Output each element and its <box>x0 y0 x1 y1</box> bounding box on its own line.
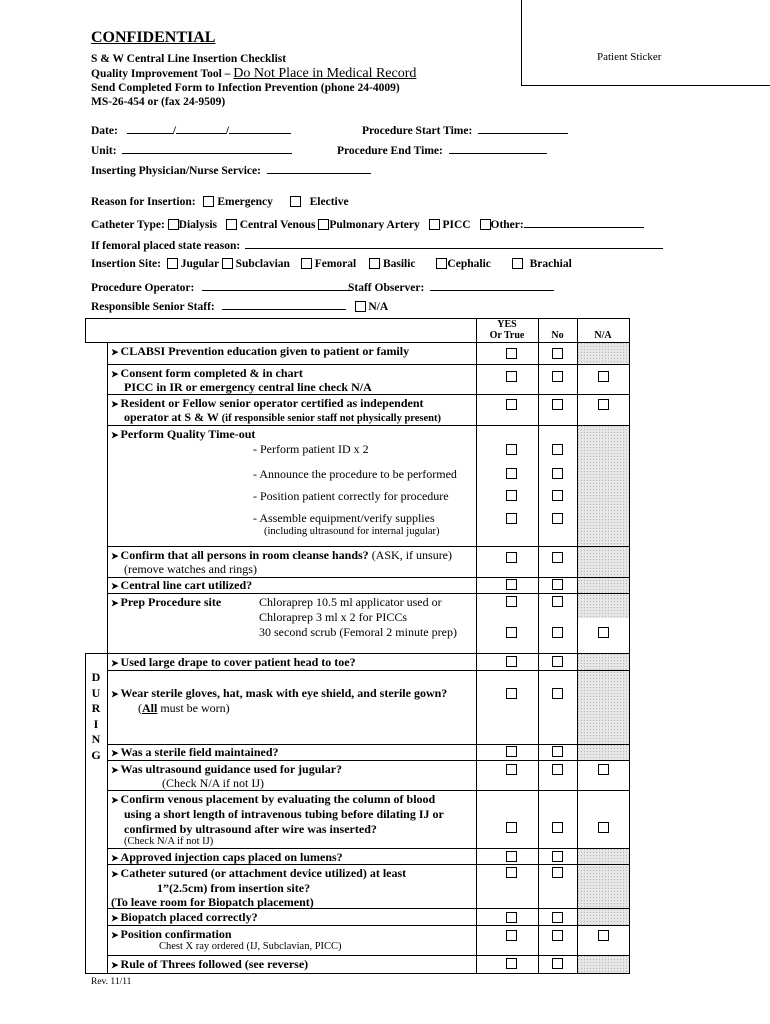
venous-no-checkbox[interactable] <box>552 822 563 833</box>
other-checkbox[interactable] <box>480 219 491 230</box>
other-label: Other: <box>490 219 524 231</box>
date-field[interactable] <box>91 122 291 137</box>
during-g: G <box>91 747 101 762</box>
prep-scrub-yes-checkbox[interactable] <box>506 627 517 638</box>
central-venous-label: Central Venous <box>239 219 316 231</box>
gloves-no-checkbox[interactable] <box>552 688 563 699</box>
reason-label: Reason for Insertion: <box>91 196 196 208</box>
na-shade-threes <box>577 955 629 973</box>
qi-tool-line <box>91 66 416 82</box>
date-sep-2: / <box>225 125 230 137</box>
row-border-8 <box>85 653 630 654</box>
arrow-icon: ➤ <box>111 369 119 379</box>
item-venous-note: (Check N/A if not IJ) <box>124 836 214 847</box>
arrow-icon: ➤ <box>111 581 119 591</box>
picc-checkbox[interactable] <box>429 219 440 230</box>
during-n: N <box>91 732 101 746</box>
row-border-7 <box>107 593 630 594</box>
row-border-5 <box>107 546 630 547</box>
arrow-icon: ➤ <box>111 765 119 775</box>
item-consent-line2: PICC in IR or emergency central line check N/A <box>124 380 372 394</box>
venous-na-checkbox[interactable] <box>598 822 609 833</box>
arrow-icon: ➤ <box>111 748 119 758</box>
consent-yes-checkbox[interactable] <box>506 371 517 382</box>
drape-no-checkbox[interactable] <box>552 656 563 667</box>
item-prep <box>111 595 221 610</box>
sticker-box-bottom-border <box>521 85 770 86</box>
position-na-checkbox[interactable] <box>598 930 609 941</box>
end-time-field[interactable] <box>337 142 547 157</box>
caps-yes-checkbox[interactable] <box>506 851 517 862</box>
end-time-label: Procedure End Time: <box>337 145 443 157</box>
confidential-heading: CONFIDENTIAL <box>91 29 216 46</box>
catheter-type-row <box>91 216 644 231</box>
item-position <box>111 927 232 942</box>
inserting-label: Inserting Physician/Nurse Service: <box>91 165 261 177</box>
item-sutured-line3: (To leave room for Biopatch placement) <box>111 895 314 909</box>
start-time-label: Procedure Start Time: <box>362 125 473 137</box>
prep-line-3: 30 second scrub (Femoral 2 minute prep) <box>259 625 457 639</box>
operator-field[interactable] <box>91 279 352 294</box>
item-sutured <box>111 866 406 881</box>
cephalic-checkbox[interactable] <box>436 258 447 269</box>
femoral-checkbox[interactable] <box>301 258 312 269</box>
item-drape <box>111 655 356 670</box>
ms-fax-line: MS-26-454 or (fax 24-9509) <box>91 96 226 108</box>
femoral-label: If femoral placed state reason: <box>91 240 241 252</box>
qi-emphasis: Do Not Place in Medical Record <box>233 66 417 81</box>
item-position-text: Position confirmation <box>120 927 232 941</box>
resident-yes-checkbox[interactable] <box>506 399 517 410</box>
ultrasound-no-checkbox[interactable] <box>552 764 563 775</box>
timeout-assemble-yes-checkbox[interactable] <box>506 513 517 524</box>
arrow-icon: ➤ <box>111 598 119 608</box>
send-form-line: Send Completed Form to Infection Prevention (phone 24-4009) <box>91 82 400 94</box>
arrow-icon: ➤ <box>111 689 119 699</box>
timeout-announce-yes-checkbox[interactable] <box>506 468 517 479</box>
item-sutured-line2: 1”(2.5cm) from insertion site? <box>157 881 311 895</box>
arrow-icon: ➤ <box>111 399 119 409</box>
operator-label: Procedure Operator: <box>91 282 195 294</box>
consent-na-checkbox[interactable] <box>598 371 609 382</box>
item-cart-text: Central line cart utilized? <box>120 578 253 592</box>
date-sep-1: / <box>172 125 176 137</box>
subclavian-label: Subclavian <box>235 258 290 270</box>
timeout-id-no-checkbox[interactable] <box>552 444 563 455</box>
item-field <box>111 745 279 760</box>
senior-na-checkbox[interactable] <box>355 301 366 312</box>
table-border-na-col <box>577 318 578 973</box>
clabsi-yes-checkbox[interactable] <box>506 348 517 359</box>
sticker-box-left-border <box>521 0 522 85</box>
na-shade-clabsi <box>577 342 629 364</box>
hands-no-checkbox[interactable] <box>552 552 563 563</box>
timeout-position-yes-checkbox[interactable] <box>506 490 517 501</box>
col-header-yes <box>476 319 538 341</box>
prep-line-1: Chloraprep 10.5 ml applicator used or <box>259 595 442 609</box>
basilic-label: Basilic <box>382 258 416 270</box>
pulmonary-artery-checkbox[interactable] <box>318 219 329 230</box>
jugular-checkbox[interactable] <box>167 258 178 269</box>
item-drape-text: Used large drape to cover patient head to toe? <box>120 655 356 669</box>
prep-line-2: Chloraprep 3 ml x 2 for PICCs <box>259 610 407 624</box>
col-yes-line2: Or True <box>489 330 525 341</box>
catheter-label: Catheter Type: <box>91 219 165 231</box>
item-sutured-text: Catheter sutured (or attachment device utilized) at least <box>120 866 407 880</box>
item-hands <box>111 548 452 563</box>
drape-yes-checkbox[interactable] <box>506 656 517 667</box>
table-top-border <box>85 318 630 319</box>
inserting-service-field[interactable] <box>91 162 371 177</box>
gloves-yes-checkbox[interactable] <box>506 688 517 699</box>
row-border-17 <box>107 955 630 956</box>
timeout-sub-4: - Assemble equipment/verify supplies <box>253 511 435 525</box>
elective-checkbox[interactable] <box>290 196 301 207</box>
item-hands-note2: (remove watches and rings) <box>124 562 257 576</box>
insertion-site-row <box>91 258 572 270</box>
cart-no-checkbox[interactable] <box>552 579 563 590</box>
item-ultrasound-note: (Check N/A if not IJ) <box>162 776 264 790</box>
arrow-icon: ➤ <box>111 869 119 879</box>
table-border-left-top <box>85 318 86 342</box>
item-caps <box>111 850 343 865</box>
subclavian-checkbox[interactable] <box>222 258 233 269</box>
elective-label: Elective <box>309 196 349 208</box>
item-resident <box>111 396 424 411</box>
resident-na-checkbox[interactable] <box>598 399 609 410</box>
biopatch-no-checkbox[interactable] <box>552 912 563 923</box>
arrow-icon: ➤ <box>111 347 119 357</box>
during-label <box>89 670 103 763</box>
item-venous-text: Confirm venous placement by evaluating the column of blood <box>120 792 436 806</box>
table-border-no-col <box>538 318 539 973</box>
item-hands-note: (ASK, if unsure) <box>371 548 453 562</box>
item-ultrasound <box>111 762 342 777</box>
prep-scrub-no-checkbox[interactable] <box>552 627 563 638</box>
na-shade-biopatch <box>577 908 629 925</box>
unit-field[interactable] <box>91 142 292 157</box>
row-border-16 <box>107 925 630 926</box>
item-venous-line3: confirmed by ultrasound after wire was inserted? <box>124 822 377 836</box>
timeout-announce-no-checkbox[interactable] <box>552 468 563 479</box>
col-yes-line1: YES <box>497 319 517 330</box>
arrow-icon: ➤ <box>111 930 119 940</box>
arrow-icon: ➤ <box>111 430 119 440</box>
row-border-1 <box>85 342 630 343</box>
item-venous <box>111 792 435 807</box>
table-border-left-bottom <box>85 653 86 973</box>
clabsi-no-checkbox[interactable] <box>552 348 563 359</box>
date-label: Date: <box>91 125 118 137</box>
timeout-sub-1: - Perform patient ID x 2 <box>253 442 369 456</box>
timeout-position-no-checkbox[interactable] <box>552 490 563 501</box>
na-shade-hands-prep <box>577 546 629 618</box>
caps-no-checkbox[interactable] <box>552 851 563 862</box>
item-prep-text: Prep Procedure site <box>120 595 222 609</box>
item-resident-text: Resident or Fellow senior operator certified as independent <box>120 396 424 410</box>
table-border-label-col <box>107 342 108 973</box>
item-venous-line2: using a short length of intravenous tubing before dilating IJ or <box>124 807 444 821</box>
timeout-sub-2: - Announce the procedure to be performed <box>253 467 457 481</box>
form-title: S & W Central Line Insertion Checklist <box>91 53 287 65</box>
na-shade-field <box>577 744 629 760</box>
arrow-icon: ➤ <box>111 960 119 970</box>
senior-na-label: N/A <box>368 301 389 313</box>
dialysis-checkbox[interactable] <box>168 219 179 230</box>
row-border-9 <box>107 670 630 671</box>
cephalic-label: Cephalic <box>447 258 491 270</box>
item-clabsi-text: CLABSI Prevention education given to patient or family <box>120 344 410 358</box>
femoral-reason-field[interactable] <box>91 237 663 252</box>
na-shade-drape-gloves <box>577 653 629 744</box>
brachial-checkbox[interactable] <box>512 258 523 269</box>
item-timeout <box>111 427 255 442</box>
picc-label: PICC <box>442 219 471 231</box>
row-border-13 <box>107 848 630 849</box>
table-border-right <box>629 318 630 973</box>
resident-no-checkbox[interactable] <box>552 399 563 410</box>
item-threes-text: Rule of Threes followed (see reverse) <box>120 957 309 971</box>
item-consent-text: Consent form completed & in chart <box>120 366 303 380</box>
emergency-label: Emergency <box>217 196 273 208</box>
item-ultrasound-text: Was ultrasound guidance used for jugular? <box>120 762 343 776</box>
other-input[interactable] <box>524 216 644 228</box>
arrow-icon: ➤ <box>111 853 119 863</box>
dialysis-label: Dialysis <box>178 219 217 231</box>
during-i: I <box>93 716 99 731</box>
arrow-icon: ➤ <box>111 658 119 668</box>
item-field-text: Was a sterile field maintained? <box>120 745 279 759</box>
prep-chloraprep-yes-checkbox[interactable] <box>506 596 517 607</box>
col-header-na: N/A <box>594 330 612 341</box>
biopatch-yes-checkbox[interactable] <box>506 912 517 923</box>
item-gloves-text: Wear sterile gloves, hat, mask with eye shield, and sterile gown? <box>120 686 448 700</box>
venous-yes-checkbox[interactable] <box>506 822 517 833</box>
threes-no-checkbox[interactable] <box>552 958 563 969</box>
row-border-2 <box>107 364 630 365</box>
qi-prefix: Quality Improvement Tool – <box>91 68 234 80</box>
observer-field[interactable] <box>348 279 554 294</box>
revision-label: Rev. 11/11 <box>91 977 132 987</box>
item-hands-text: Confirm that all persons in room cleanse hands? <box>120 548 369 562</box>
item-biopatch-text: Biopatch placed correctly? <box>120 910 258 924</box>
timeout-id-yes-checkbox[interactable] <box>506 444 517 455</box>
field-yes-checkbox[interactable] <box>506 746 517 757</box>
gloves-rest: must be worn) <box>157 701 230 715</box>
table-border-yes-col <box>476 318 477 973</box>
item-biopatch <box>111 910 258 925</box>
item-position-note: Chest X ray ordered (IJ, Subclavian, PICC) <box>159 941 342 952</box>
item-timeout-text: Perform Quality Time-out <box>120 427 256 441</box>
position-yes-checkbox[interactable] <box>506 930 517 941</box>
reason-row <box>91 196 349 208</box>
central-venous-checkbox[interactable] <box>226 219 237 230</box>
item-consent <box>111 366 303 381</box>
na-shade-caps-sutured <box>577 848 629 908</box>
unit-label: Unit: <box>91 145 117 157</box>
during-d: D <box>91 670 101 684</box>
row-border-4 <box>107 425 630 426</box>
during-r: R <box>91 701 101 715</box>
position-no-checkbox[interactable] <box>552 930 563 941</box>
ultrasound-yes-checkbox[interactable] <box>506 764 517 775</box>
arrow-icon: ➤ <box>111 795 119 805</box>
arrow-icon: ➤ <box>111 551 119 561</box>
col-header-no: No <box>551 330 564 341</box>
prep-chloraprep-no-checkbox[interactable] <box>552 596 563 607</box>
item-threes <box>111 957 308 972</box>
timeout-sub-3: - Position patient correctly for procedure <box>253 489 449 503</box>
ultrasound-na-checkbox[interactable] <box>598 764 609 775</box>
timeout-note: (including ultrasound for internal jugular) <box>264 526 440 537</box>
item-caps-text: Approved injection caps placed on lumens? <box>120 850 343 864</box>
row-border-11 <box>107 760 630 761</box>
item-gloves-note: (All must be worn) <box>138 701 230 715</box>
item-resident-note: (if responsible senior staff not physically present) <box>221 413 442 424</box>
sutured-no-checkbox[interactable] <box>552 867 563 878</box>
sutured-yes-checkbox[interactable] <box>506 867 517 878</box>
consent-no-checkbox[interactable] <box>552 371 563 382</box>
item-resident-line2 <box>124 410 441 425</box>
timeout-assemble-no-checkbox[interactable] <box>552 513 563 524</box>
senior-staff-field[interactable] <box>91 298 388 313</box>
arrow-icon: ➤ <box>111 913 119 923</box>
during-u: U <box>91 685 101 700</box>
na-shade-timeout <box>577 425 629 546</box>
femoral-label-opt: Femoral <box>314 258 357 270</box>
site-label: Insertion Site: <box>91 258 161 270</box>
prep-scrub-na-checkbox[interactable] <box>598 627 609 638</box>
item-clabsi <box>111 344 409 359</box>
emergency-checkbox[interactable] <box>203 196 214 207</box>
gloves-all: All <box>142 701 158 715</box>
hands-yes-checkbox[interactable] <box>506 552 517 563</box>
table-bottom-border <box>85 973 630 974</box>
jugular-label: Jugular <box>180 258 219 270</box>
item-cart <box>111 578 252 593</box>
item-gloves <box>111 686 447 701</box>
brachial-label: Brachial <box>529 258 572 270</box>
senior-label: Responsible Senior Staff: <box>91 301 215 313</box>
basilic-checkbox[interactable] <box>369 258 380 269</box>
item-resident-line2-text: operator at S & W <box>124 410 219 424</box>
cart-yes-checkbox[interactable] <box>506 579 517 590</box>
pulmonary-artery-label: Pulmonary Artery <box>329 219 420 231</box>
start-time-field[interactable] <box>362 122 568 137</box>
patient-sticker-label: Patient Sticker <box>597 51 662 63</box>
threes-yes-checkbox[interactable] <box>506 958 517 969</box>
field-no-checkbox[interactable] <box>552 746 563 757</box>
observer-label: Staff Observer: <box>348 282 425 294</box>
